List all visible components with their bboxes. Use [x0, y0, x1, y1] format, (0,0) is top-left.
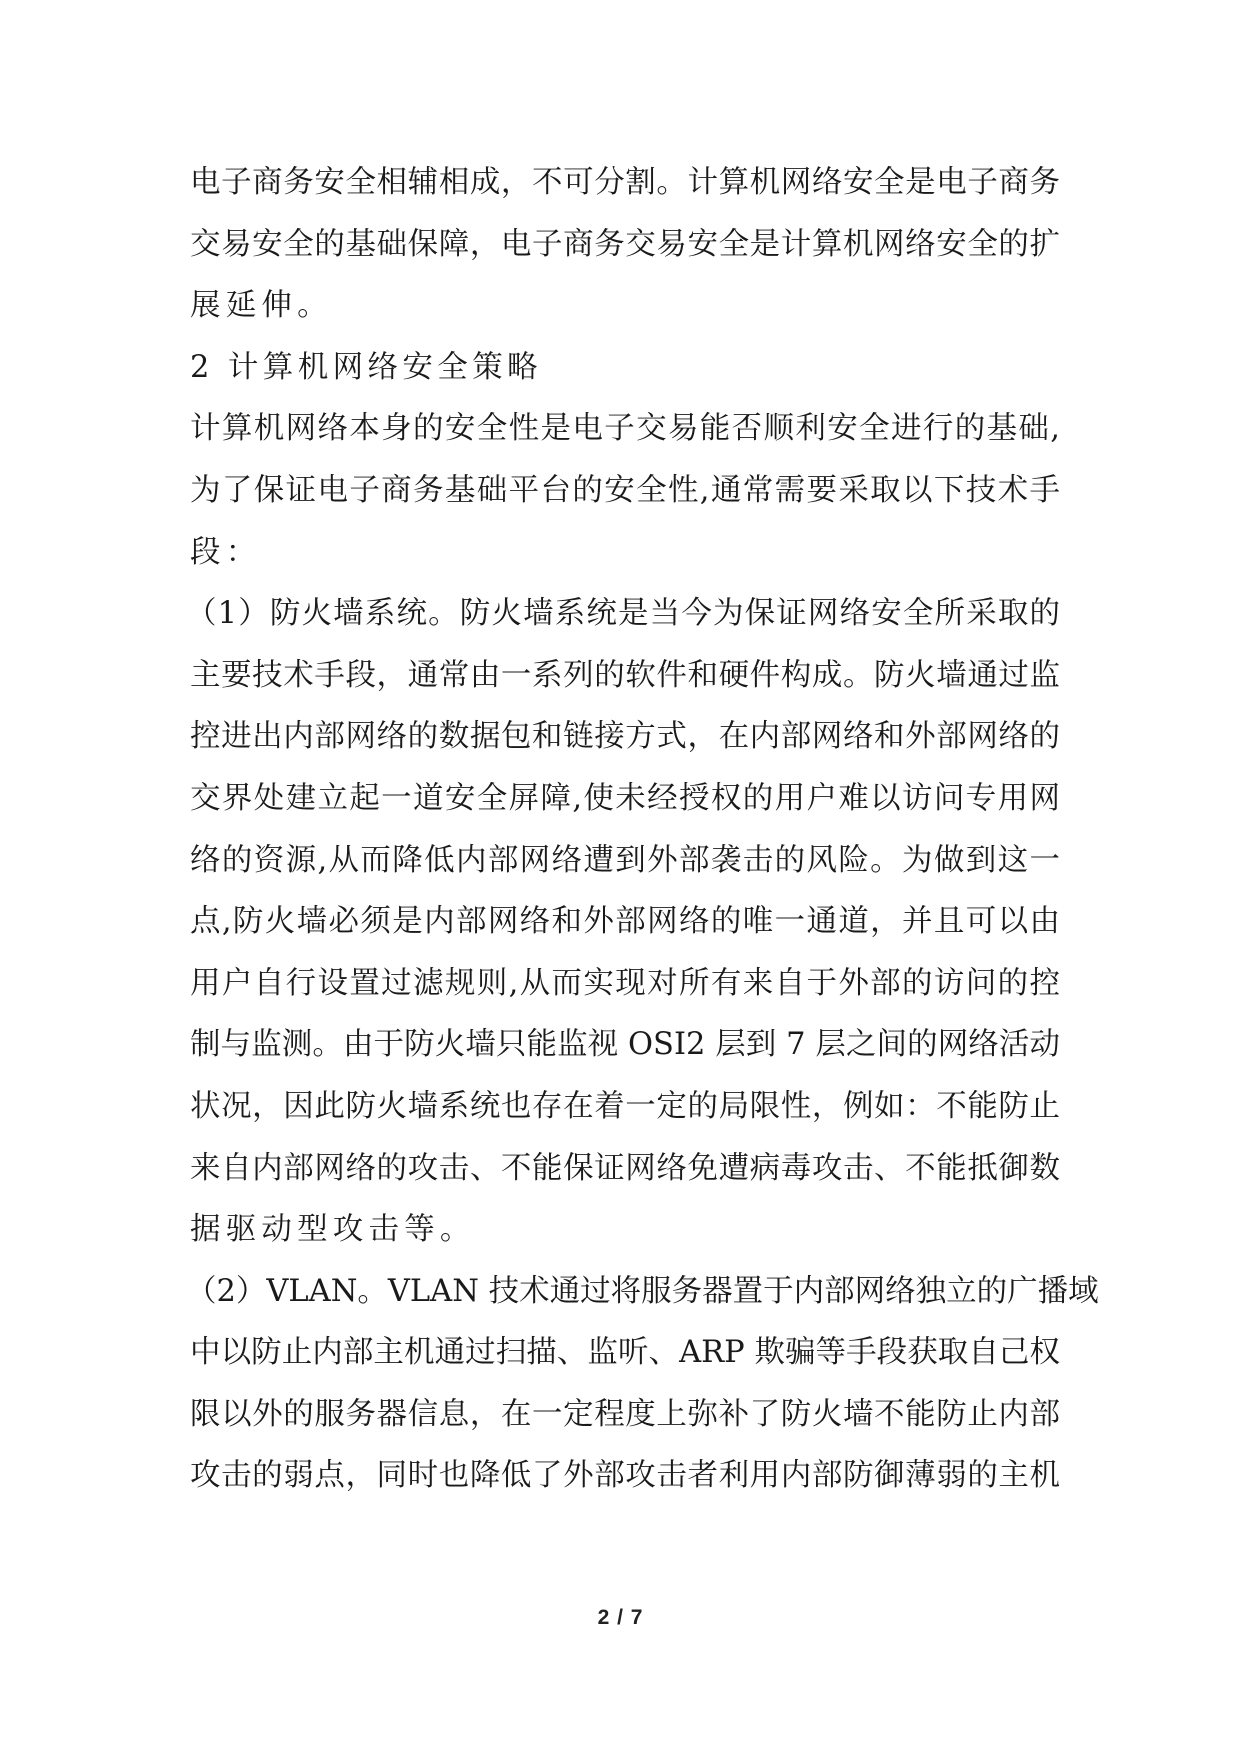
text-line: 计算机网络本身的安全性是电子交易能否顺利安全进行的基础, [190, 411, 1060, 447]
text-line: 控进出内部网络的数据包和链接方式，在内部网络和外部网络的 [190, 719, 1060, 755]
text-line: 用户自行设置过滤规则,从而实现对所有来自于外部的访问的控 [190, 965, 1060, 1001]
text-line: 状况，因此防火墙系统也存在着一定的局限性，例如：不能防止 [190, 1088, 1060, 1124]
list-item-vlan: （2）VLAN。VLAN 技术通过将服务器置于内部网络独立的广播域 [186, 1273, 1099, 1309]
text-line: 主要技术手段，通常由一系列的软件和硬件构成。防火墙通过监 [190, 657, 1060, 693]
text-line: 交界处建立起一道安全屏障,使未经授权的用户难以访问专用网 [190, 780, 1060, 816]
document-body [186, 152, 1099, 1507]
text-line: 为了保证电子商务基础平台的安全性,通常需要采取以下技术手 [190, 472, 1060, 508]
section-heading: 2 计算机网络安全策略 [190, 349, 542, 385]
text-line: 交易安全的基础保障，电子商务交易安全是计算机网络安全的扩 [190, 226, 1060, 262]
text-line: 来自内部网络的攻击、不能保证网络免遭病毒攻击、不能抵御数 [190, 1150, 1060, 1186]
text-line: 段： [190, 534, 262, 570]
text-line: 制与监测。由于防火墙只能监视 OSI2 层到 7 层之间的网络活动 [190, 1027, 1060, 1063]
page-number: 2 / 7 [597, 1606, 644, 1629]
text-line: 攻击的弱点，同时也降低了外部攻击者利用内部防御薄弱的主机 [190, 1458, 1060, 1494]
list-item-firewall: （1）防火墙系统。防火墙系统是当今为保证网络安全所采取的 [186, 596, 1060, 632]
text-line: 据驱动型攻击等。 [190, 1212, 476, 1248]
text-line: 络的资源,从而降低内部网络遭到外部袭击的风险。为做到这一 [190, 842, 1060, 878]
text-line: 限以外的服务器信息，在一定程度上弥补了防火墙不能防止内部 [190, 1396, 1060, 1432]
text-line: 点,防火墙必须是内部网络和外部网络的唯一通道，并且可以由 [190, 904, 1060, 940]
text-line: 中以防止内部主机通过扫描、监听、ARP 欺骗等手段获取自己权 [190, 1335, 1060, 1371]
text-line: 展延伸。 [190, 288, 333, 324]
text-line: 电子商务安全相辅相成，不可分割。计算机网络安全是电子商务 [190, 165, 1060, 200]
